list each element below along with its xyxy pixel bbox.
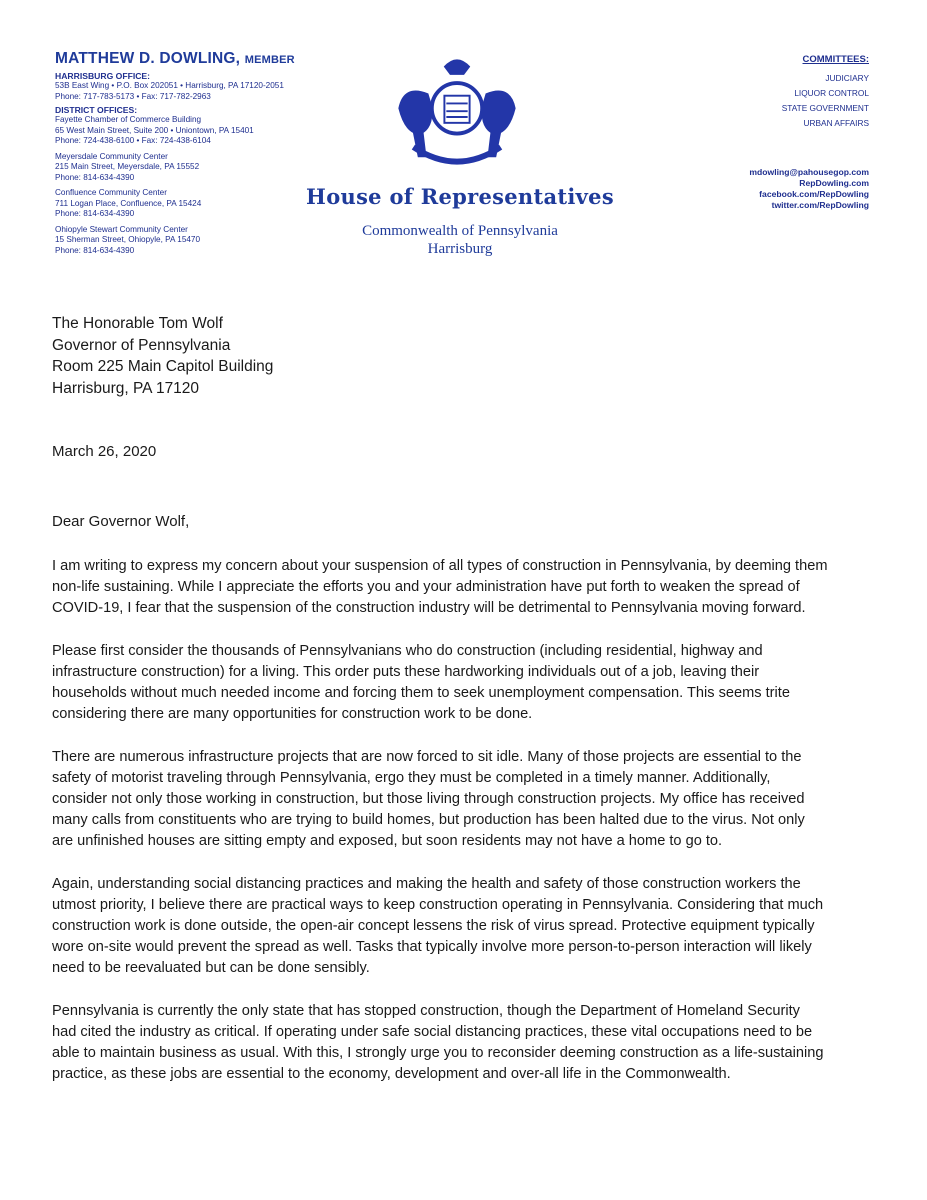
body-paragraph bbox=[52, 641, 790, 725]
paragraph-line: are unfinished houses are sitting empty and exposed, but soon residents may not have a home to go to. bbox=[52, 833, 723, 849]
address-line: Phone: 814-634-4390 bbox=[55, 172, 135, 182]
paragraph-line: COVID-19, I fear that the suspension of the construction industry will be detrimental to Pennsylvania moving forward. bbox=[52, 600, 806, 616]
address-line: 711 Logan Place, Confluence, PA 15424 bbox=[55, 198, 202, 208]
member-name bbox=[55, 50, 355, 68]
body-paragraph bbox=[52, 747, 805, 852]
address-line: Phone: 814-634-4390 bbox=[55, 209, 135, 218]
committee-item: JUDICIARY bbox=[825, 73, 869, 83]
paragraph-line: non-life sustaining. While I appreciate the efforts you and your administration have put forth to weaken the spread of bbox=[52, 579, 800, 595]
paragraph-line: wore on-site would prevent the spread as well. Tasks that typically involve more person-to-person interaction will likely bbox=[52, 939, 812, 955]
address-line: 215 Main Street, Meyersdale, PA 15552 bbox=[55, 162, 200, 171]
address-line: Phone: 717-783-5173 • Fax: 717-782-2963 bbox=[55, 91, 211, 101]
paragraph-line: Please first consider the thousands of Pennsylvanians who do construction (including residential, highway and bbox=[52, 643, 763, 659]
harrisburg-heading: HARRISBURG OFFICE: bbox=[55, 71, 151, 81]
committee-item: STATE GOVERNMENT bbox=[781, 103, 869, 113]
committee-item: URBAN AFFAIRS bbox=[803, 118, 869, 128]
paragraph-line: practice, as these jobs are essential to the economy, development and over-all life in the Commonwealth. bbox=[52, 1066, 731, 1082]
paragraph-line: construction work is done outside, the open-air concept lessens the risk of virus spread. Protective equipment typically bbox=[52, 918, 815, 934]
address-line: Phone: 814-634-4390 bbox=[55, 245, 135, 255]
house-title: House of Representatives bbox=[306, 184, 614, 209]
paragraph-line: Again, understanding social distancing practices and making the health and safety of those construction workers the bbox=[52, 876, 801, 892]
address-line: Confluence Community Center bbox=[55, 188, 167, 197]
paragraph-line: infrastructure construction) for a living. This order puts these hardworking individuals out of a job, leaving their bbox=[52, 664, 760, 680]
paragraph-line: safety of motorist traveling through Pennsylvania, ergo they must be completed in a timely manner. Additionally, bbox=[52, 770, 771, 786]
address-line: 53B East Wing • P.O. Box 202051 • Harrisburg, PA 17120-2051 bbox=[55, 81, 284, 90]
district-office bbox=[55, 152, 355, 184]
paragraph-line: I am writing to express my concern about your suspension of all types of construction in Pennsylvania, by deeming them bbox=[52, 558, 828, 574]
address-line: 15 Sherman Street, Ohiopyle, PA 15470 bbox=[55, 235, 201, 244]
address-line: 65 West Main Street, Suite 200 • Uniontown, PA 15401 bbox=[55, 125, 254, 135]
district-office bbox=[55, 115, 355, 147]
recipient-address bbox=[52, 313, 273, 399]
commonwealth-block bbox=[310, 222, 610, 258]
paragraph-line: had cited the industry as critical. If operating under safe social distancing practices, these vital occupations need to be bbox=[52, 1024, 813, 1040]
address-line: Harrisburg, PA 17120 bbox=[52, 379, 200, 397]
body-paragraph bbox=[52, 556, 828, 619]
paragraph-line: Pennsylvania is currently the only state that has stopped construction, though the Department of Homeland Security bbox=[52, 1003, 800, 1019]
address-line: Room 225 Main Capitol Building bbox=[52, 358, 274, 375]
address-line: The Honorable Tom Wolf bbox=[52, 315, 223, 332]
paragraph-line: able to maintain business as usual. With this, I strongly urge you to reconsider deeming construction as a life-sustaining bbox=[52, 1045, 824, 1061]
salutation: Dear Governor Wolf, bbox=[52, 513, 190, 530]
pennsylvania-seal-icon bbox=[382, 55, 532, 181]
name-text: MATTHEW D. DOWLING, bbox=[55, 50, 241, 67]
address-line: Fayette Chamber of Commerce Building bbox=[55, 115, 202, 124]
website-link[interactable]: RepDowling.com bbox=[799, 178, 869, 188]
paragraph-line: households without much needed income and forcing them to seek unemployment compensation. This seems trite bbox=[52, 685, 790, 701]
body-paragraph bbox=[52, 874, 823, 979]
email-link[interactable]: mdowling@pahousegop.com bbox=[749, 167, 869, 177]
paragraph-line: considering there are many opportunities for construction work to be done. bbox=[52, 706, 533, 722]
address-line: Meyersdale Community Center bbox=[55, 151, 168, 161]
committees-heading: COMMITTEES: bbox=[802, 54, 869, 65]
facebook-link[interactable]: facebook.com/RepDowling bbox=[759, 189, 869, 199]
paragraph-line: consider not only those working in construction, but those living through construction projects. My office has received bbox=[52, 791, 805, 807]
member-title: MEMBER bbox=[244, 54, 295, 66]
district-heading: DISTRICT OFFICES: bbox=[55, 105, 138, 115]
paragraph-line: need to be reevaluated but can be done sensibly. bbox=[52, 960, 370, 976]
paragraph-line: There are numerous infrastructure projects that are now forced to sit idle. Many of those projects are essential to the bbox=[52, 749, 802, 765]
twitter-link[interactable]: twitter.com/RepDowling bbox=[771, 200, 869, 210]
committee-item: LIQUOR CONTROL bbox=[794, 88, 869, 98]
address-line: Ohiopyle Stewart Community Center bbox=[55, 224, 188, 234]
commonwealth-text: Commonwealth of Pennsylvania bbox=[362, 223, 558, 239]
letter-date: March 26, 2020 bbox=[52, 443, 157, 460]
paragraph-line: utmost priority, I believe there are practical ways to keep construction operating in Pennsylvania. Considering that much bbox=[52, 897, 824, 913]
address-line: Governor of Pennsylvania bbox=[52, 336, 231, 354]
city-text: Harrisburg bbox=[427, 241, 493, 257]
body-paragraph bbox=[52, 1001, 823, 1085]
address-line: Phone: 724-438-6100 • Fax: 724-438-6104 bbox=[55, 136, 211, 145]
letterhead-right bbox=[749, 54, 869, 211]
paragraph-line: many calls from constituents who are trying to build homes, but production has been halted due to the virus. Not only bbox=[52, 812, 805, 828]
